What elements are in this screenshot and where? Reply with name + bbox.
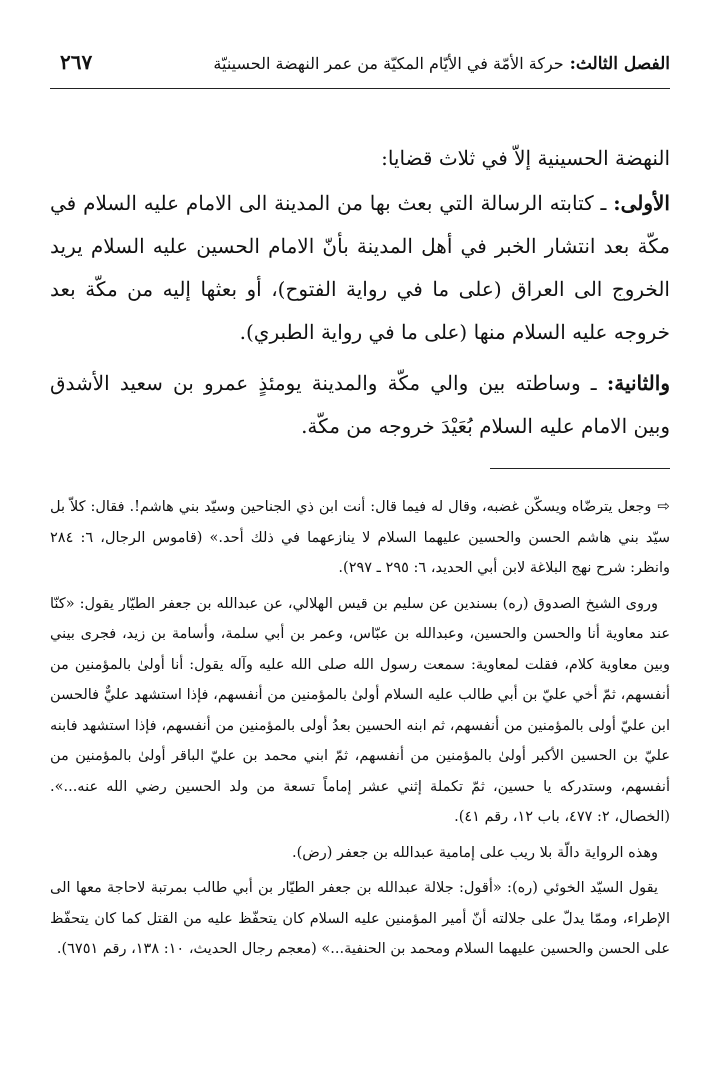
footnotes: [50, 491, 670, 965]
first-issue-text: ـ كتابته الرسالة التي بعث بها من المدينة الى الامام عليه السلام في مكّة بعد انتشار الخبر في أهل المدينة بأنّ الامام الحسين عليه السلام يريد الخروج الى العراق (على ما في رواية الفتوح)، أو بعثها إليه من مكّة بعد خروجه عليه السلام منها (على ما في رواية الطبري).: [50, 191, 670, 344]
chapter-label: الفصل الثالث:: [569, 54, 670, 74]
page-header: [50, 48, 670, 89]
footnote-paragraph: يقول السيّد الخوئي (ره): «أقول: جلالة عبدالله بن جعفر الطيّار بن أبي طالب بمرتبة لاحاجة معها الى الإطراء، وممّا يدلّ على جلالته أنّ أمير المؤمنين عليه السلام كان يتحفّظ عليه من القتل كما كان يتحفّظ على الحسن والحسين عليهما السلام ومحمد بن الحنفية...» (معجم رجال الحديث، ١٠: ١٣٨، رقم ٦٧٥١).: [50, 880, 670, 957]
arrow-continuation-icon: ⇨: [657, 497, 670, 515]
page-number: ٢٦٧: [60, 50, 93, 74]
main-text: [50, 137, 670, 448]
second-issue-text: ـ وساطته بين والي مكّة والمدينة يومئذٍ عمرو بن سعيد الأشدق وبين الامام عليه السلام بُعَيْدَ خروجه من مكّة.: [50, 371, 670, 438]
footnote-divider: [490, 468, 670, 469]
first-issue-paragraph: [50, 182, 670, 354]
footnote-text-1: وجعل يترضّاه ويسكّن غضبه، وقال له فيما قال: أنت ابن ذي الجناحين وسيّد بني هاشم!. فقال: كلاّ بل سيّد بني هاشم الحسن والحسين عليهما السلام لا ينازعهما في ذلك أحد.» (قاموس الرجال، ٦: ٢٨٤ وانظر: شرح نهج البلاغة لابن أبي الحديد، ٦: ٢٩٥ ـ ٢٩٧).: [50, 499, 670, 576]
second-issue-paragraph: [50, 362, 670, 448]
footnote-paragraph: [50, 491, 670, 584]
running-head: [213, 54, 670, 74]
second-issue-label: والثانية:: [606, 371, 670, 395]
footnote-paragraph: وهذه الرواية دالّة بلا ريب على إمامية عبدالله بن جعفر (رض).: [291, 844, 658, 861]
footnote-paragraph: وروى الشيخ الصدوق (ره) بسندين عن سليم بن قيس الهلالي، عن عبدالله بن جعفر الطيّار يقول: «كنّا عند معاوية أنا والحسن والحسين، وعبدالله بن عبّاس، وعمر بن أبي سلمة، وأسامة بن زيد، فجرى بيني وبين معاوية كلام، فقلت لمعاوية: سمعت رسول الله صلى الله عليه وآله يقول: أنا أولىٰ بالمؤمنين من أنفسهم، ثمّ أخي عليّ بن أبي طالب عليه السلام أولىٰ بالمؤمنين من أنفسهم، فإذا استشهد عليٌّ فالحسن ابن عليّ أولى بالمؤمنين من أنفسهم، ثم ابنه الحسين بعدُ أولى بالمؤمنين من أنفسهم، فإذا استشهد فابنه عليّ بن الحسين الأكبر أولىٰ بالمؤمنين من أنفسهم، ثمّ ابني محمد بن عليّ الباقر أولىٰ بالمؤمنين من أنفسهم، وستدركه يا حسين، ثمّ تكملة إثني عشر إماماً تسعة من ولد الحسين رضي الله عنه...». (الخصال، ٢: ٤٧٧، باب ١٢، رقم ٤١).: [50, 595, 670, 825]
intro-paragraph: النهضة الحسينية إلاّ في ثلاث قضايا:: [381, 146, 670, 170]
book-page: [50, 48, 670, 970]
first-issue-label: الأولى:: [613, 191, 670, 215]
chapter-subtitle: حركة الأمّة في الأيّام المكيّة من عمر النهضة الحسينيّة: [213, 54, 564, 73]
